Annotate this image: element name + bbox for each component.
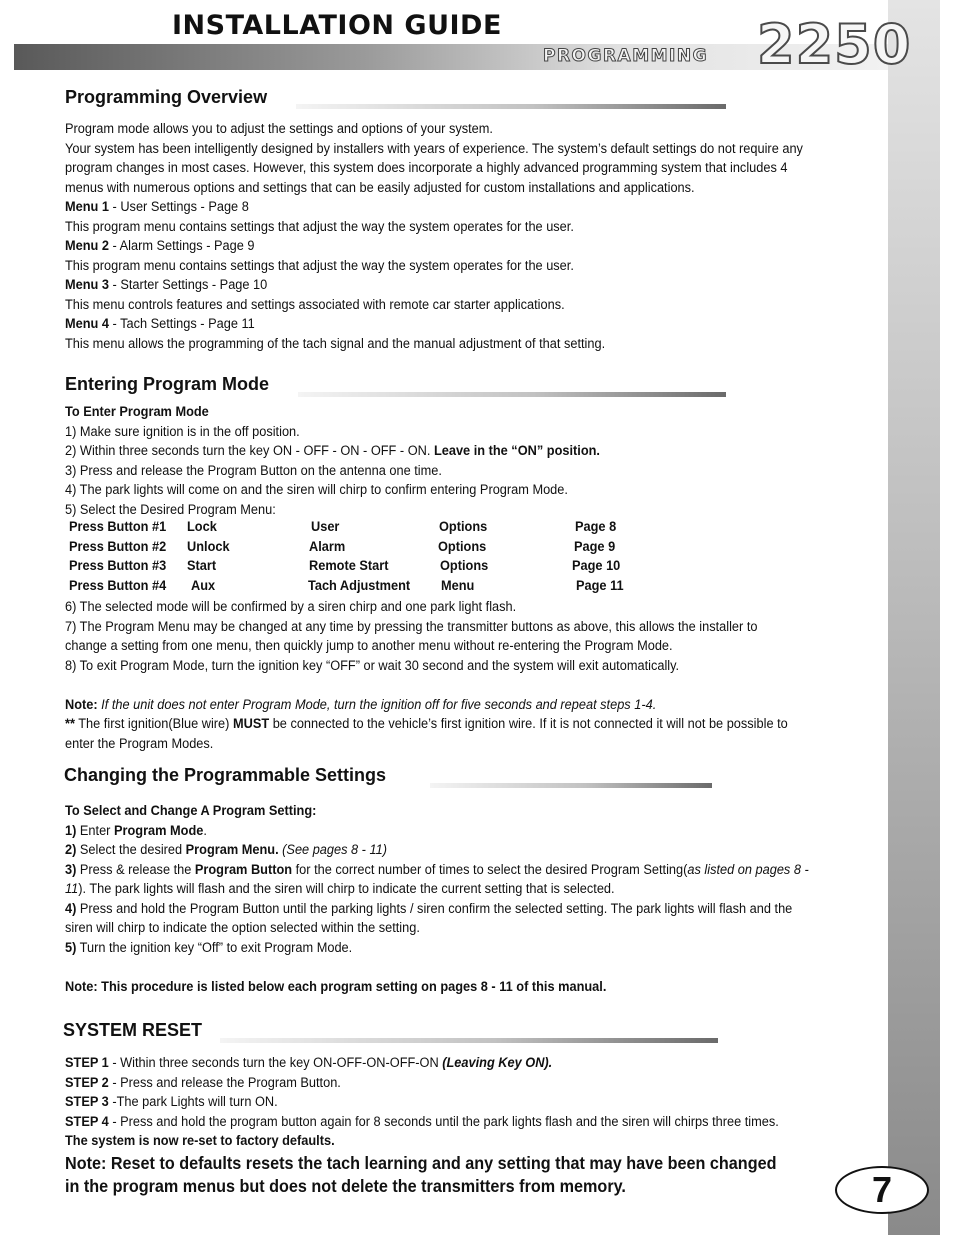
step-line: 11). The park lights will flash and the siren will chirp to indicate the current setting that is selected. xyxy=(65,881,615,897)
step-line: 2) Within three seconds turn the key ON - OFF - ON - OFF - ON. Leave in the “ON” position. xyxy=(65,443,600,459)
section-heading-entering: Entering Program Mode xyxy=(65,374,270,394)
step-line: 3) Press and release the Program Button on the antenna one time. xyxy=(65,462,442,479)
step-line: siren will chirp to indicate the option selected within the setting. xyxy=(65,920,420,936)
step-line: 1) Enter Program Mode. xyxy=(65,822,207,839)
page-title: INSTALLATION GUIDE xyxy=(172,10,502,41)
page-number-badge: 7 xyxy=(835,1166,929,1214)
section-rule xyxy=(430,783,712,788)
menu-table-row: Press Button #2 Unlock Alarm Options Page 9 xyxy=(69,538,616,555)
overview-line: program changes in most cases. However, this system does incorporate a highly advanced programming system that includes 4 xyxy=(65,160,788,176)
menu-title: Menu 1 - User Settings - Page 8 xyxy=(65,199,249,215)
overview-text xyxy=(65,120,801,354)
entering-subheading: To Enter Program Mode xyxy=(65,404,209,420)
procedure-note: Note: This procedure is listed below each program setting on pages 8 - 11 of this manual. xyxy=(65,978,607,995)
reset-note xyxy=(65,1152,776,1198)
menu-desc: This menu controls features and settings associated with remote car starter applications. xyxy=(65,296,565,313)
section-heading-changing: Changing the Programmable Settings xyxy=(64,765,387,785)
menu-desc: This program menu contains settings that adjust the way the system operates for the user. xyxy=(65,218,574,235)
program-menu-table xyxy=(69,519,669,597)
warning-line: ** The first ignition(Blue wire) MUST be connected to the vehicle’s first ignition wire. If it is not connected it will not be possible to xyxy=(65,716,788,732)
menu-table-row: Press Button #4 Aux Tach Adjustment Menu Page 11 xyxy=(69,577,624,594)
entering-steps xyxy=(65,403,801,520)
header-subtitle: PROGRAMMING xyxy=(543,46,709,66)
reset-step: STEP 4 - Press and hold the program button again for 8 seconds until the park lights flash and the siren will chirps three times. xyxy=(65,1113,779,1130)
step-line: 6) The selected mode will be confirmed by a siren chirp and one park light flash. xyxy=(65,599,517,615)
reset-steps xyxy=(65,1054,801,1152)
note-line: Note: If the unit does not enter Program Mode, turn the ignition off for five seconds and repeat steps 1-4. xyxy=(65,696,657,713)
step-line: 1) Make sure ignition is in the off position. xyxy=(65,423,300,440)
section-rule xyxy=(296,104,726,109)
reset-note-line: Note: Reset to defaults resets the tach learning and any setting that may have been changed xyxy=(65,1153,777,1173)
step-line: 5) Select the Desired Program Menu: xyxy=(65,501,276,518)
step-line: 2) Select the desired Program Menu. (See pages 8 - 11) xyxy=(65,842,387,858)
section-heading-reset: SYSTEM RESET xyxy=(63,1020,203,1040)
changing-steps xyxy=(65,802,809,997)
step-line: 3) Press & release the Program Button for the correct number of times to select the desired Program Setting(as listed on pages 8 - xyxy=(65,861,809,878)
overview-line: menus with numerous options and settings that can be easily adjusted for custom installations and applications. xyxy=(65,179,695,196)
reset-done: The system is now re-set to factory defaults. xyxy=(65,1133,335,1149)
menu-desc: This menu allows the programming of the tach signal and the manual adjustment of that setting. xyxy=(65,335,606,352)
step-line: 8) To exit Program Mode, turn the ignition key “OFF” or wait 30 second and the system will exit automatically. xyxy=(65,657,680,674)
warning-line: enter the Program Modes. xyxy=(65,735,214,752)
reset-note-line: in the program menus but does not delete the transmitters from memory. xyxy=(65,1176,626,1196)
reset-step: STEP 1 - Within three seconds turn the key ON-OFF-ON-OFF-ON (Leaving Key ON). xyxy=(65,1055,553,1071)
entering-steps-continued xyxy=(65,598,801,754)
reset-step: STEP 2 - Press and release the Program Button. xyxy=(65,1074,341,1091)
step-line: 5) Turn the ignition key “Off” to exit Program Mode. xyxy=(65,939,353,956)
overview-line: Your system has been intelligently designed by installers with years of experience. The system’s default settings do not require any xyxy=(65,140,803,157)
menu-title: Menu 4 - Tach Settings - Page 11 xyxy=(65,316,255,332)
step-line: change a setting from one menu, then quickly jump to another menu without re-entering the Program Mode. xyxy=(65,638,673,654)
changing-subheading: To Select and Change A Program Setting: xyxy=(65,803,317,819)
menu-desc: This program menu contains settings that adjust the way the system operates for the user. xyxy=(65,257,574,274)
section-rule xyxy=(298,392,726,397)
overview-line: Program mode allows you to adjust the settings and options of your system. xyxy=(65,121,493,137)
step-line: 4) Press and hold the Program Button until the parking lights / siren confirm the selected setting. The park lights will flash and the xyxy=(65,900,793,917)
menu-table-row: Press Button #1 Lock User Options Page 8 xyxy=(69,519,617,535)
menu-title: Menu 3 - Starter Settings - Page 10 xyxy=(65,277,268,293)
section-heading-overview: Programming Overview xyxy=(65,87,268,107)
model-number: 2250 xyxy=(757,13,912,76)
menu-title: Menu 2 - Alarm Settings - Page 9 xyxy=(65,238,255,254)
section-rule xyxy=(220,1038,718,1043)
step-line: 4) The park lights will come on and the siren will chirp to confirm entering Program Mode. xyxy=(65,482,568,498)
menu-table-row: Press Button #3 Start Remote Start Options Page 10 xyxy=(69,558,621,575)
right-margin-bar xyxy=(888,0,940,1235)
step-line: 7) The Program Menu may be changed at any time by pressing the transmitter buttons as above, this allows the installer to xyxy=(65,618,758,635)
reset-step: STEP 3 -The park Lights will turn ON. xyxy=(65,1094,278,1110)
